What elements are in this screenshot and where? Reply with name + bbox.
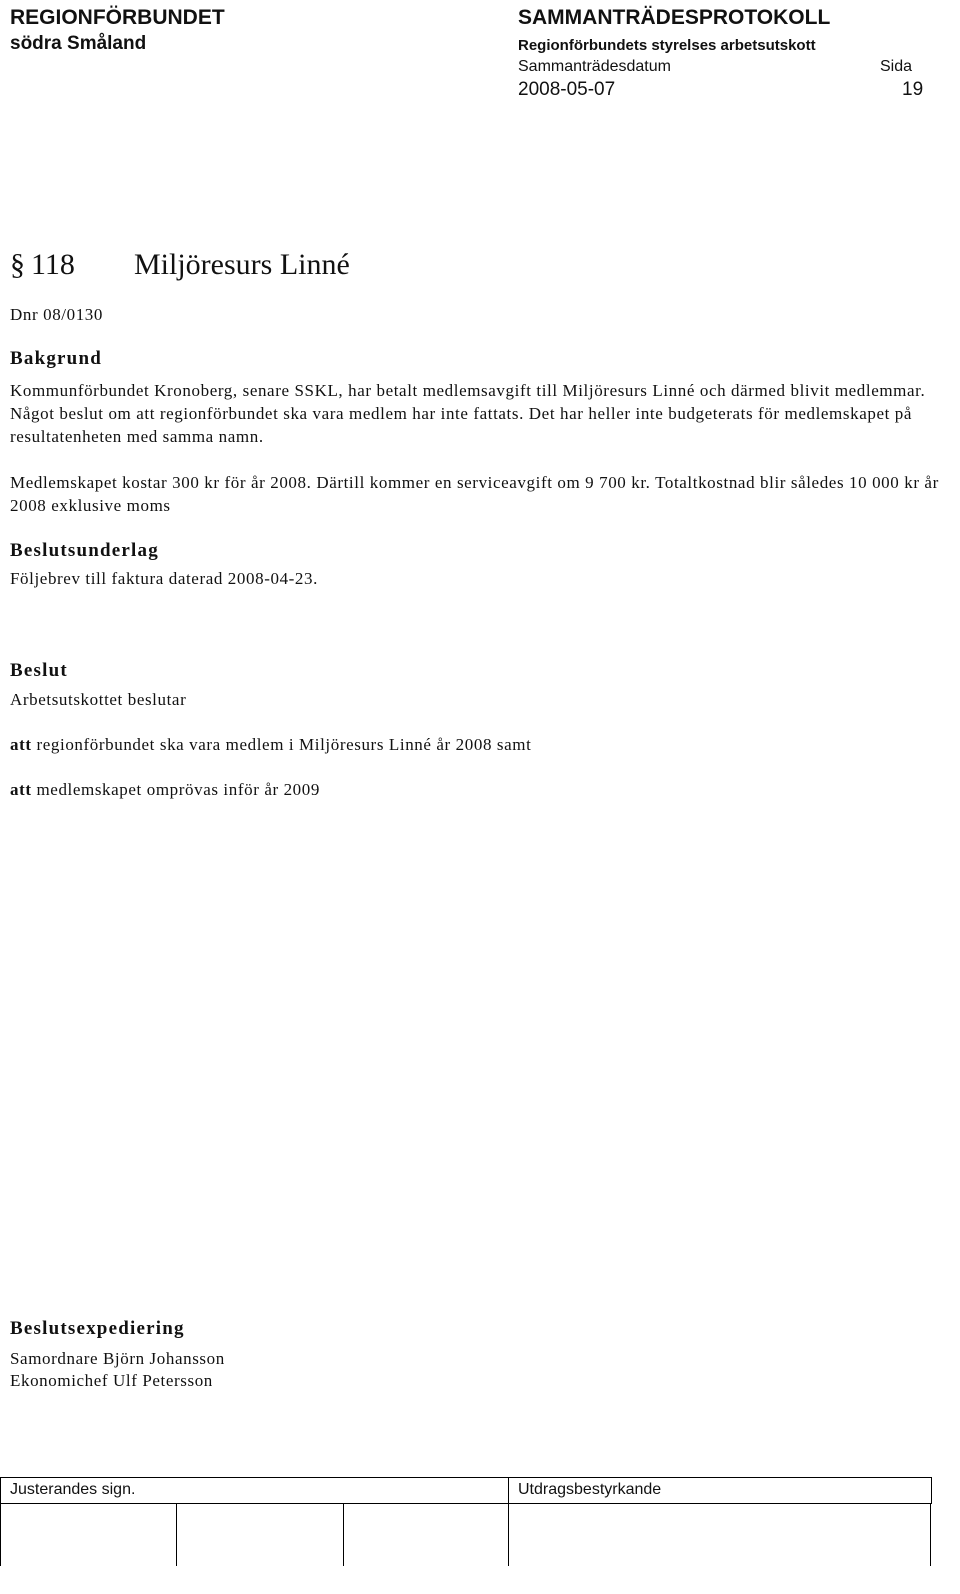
signature-cell (0, 1478, 509, 1503)
signature-label: Justerandes sign. (10, 1481, 136, 1498)
decision-item (10, 735, 531, 755)
diary-number: Dnr 08/0130 (10, 305, 104, 324)
organization-name: REGIONFÖRBUNDET (10, 6, 225, 29)
section-heading (10, 248, 350, 282)
meeting-date-label: Sammanträdesdatum (518, 58, 671, 75)
section-title: Miljöresurs Linné (134, 248, 350, 281)
signature-box-divider (508, 1503, 509, 1566)
decision-heading: Beslut (10, 660, 68, 681)
page-number: 19 (902, 79, 924, 100)
decision-item-prefix: att (10, 780, 32, 799)
extract-cell (508, 1478, 932, 1503)
distribution-recipient: Samordnare Björn Johansson (10, 1349, 225, 1368)
distribution-recipient: Ekonomichef Ulf Petersson (10, 1371, 213, 1390)
distribution-heading: Beslutsexpediering (10, 1318, 185, 1339)
extract-label: Utdragsbestyrkande (518, 1481, 662, 1498)
signature-box-divider (176, 1503, 177, 1566)
section-symbol: § (10, 248, 25, 281)
signature-box-divider (930, 1503, 931, 1566)
decision-basis-heading: Beslutsunderlag (10, 540, 159, 561)
meeting-date: 2008-05-07 (518, 79, 616, 100)
decision-item-prefix: att (10, 735, 32, 754)
background-heading: Bakgrund (10, 348, 102, 369)
signature-box-divider (0, 1503, 1, 1566)
organization-region: södra Småland (10, 33, 147, 54)
decision-item-text: medlemskapet omprövas inför år 2009 (36, 780, 320, 799)
section-number: 118 (31, 248, 75, 281)
decision-item-text: regionförbundet ska vara medlem i Miljöresurs Linné år 2008 samt (36, 735, 532, 754)
signature-box-divider (343, 1503, 344, 1566)
background-paragraph-1: Kommunförbundet Kronoberg, senare SSKL, har betalt medlemsavgift till Miljöresurs Linné och därmed blivit medlemmar. Något beslut om att regionförbundet ska vara medlem har inte fattats. Det har heller inte budgeterats för medlemskapet på resultatenheten med samma namn. (10, 381, 926, 446)
committee-name: Regionförbundets styrelses arbetsutskott (518, 37, 816, 54)
document-type: SAMMANTRÄDESPROTOKOLL (518, 6, 831, 29)
decision-intro: Arbetsutskottet beslutar (10, 690, 187, 709)
background-paragraph-2: Medlemskapet kostar 300 kr för år 2008. Därtill kommer en serviceavgift om 9 700 kr. Totaltkostnad blir således 10 000 kr år 2008 exklusive moms (10, 473, 939, 515)
decision-item (10, 780, 320, 800)
signature-table (0, 1477, 932, 1504)
decision-basis-text: Följebrev till faktura daterad 2008-04-23. (10, 569, 318, 588)
page-label: Sida (880, 58, 913, 75)
